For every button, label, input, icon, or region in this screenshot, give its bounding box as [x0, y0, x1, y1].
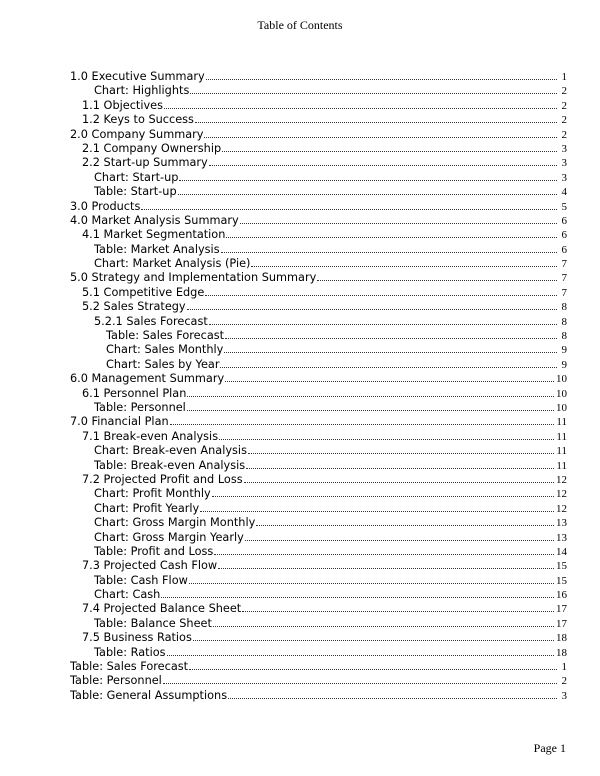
toc-entry[interactable] [70, 243, 567, 257]
dot-leader [179, 171, 557, 181]
toc-entry[interactable] [70, 602, 567, 616]
dot-leader [214, 545, 554, 555]
toc-entry-label: 7.4 Projected Balance Sheet [82, 602, 242, 616]
toc-entry-label: 1.0 Executive Summary [70, 70, 205, 83]
toc-entry-page: 18 [556, 632, 567, 645]
toc-entry-page: 12 [556, 473, 567, 486]
toc-entry[interactable] [70, 559, 567, 573]
toc-entry[interactable] [70, 171, 567, 185]
toc-entry-page: 16 [556, 589, 567, 602]
dot-leader [226, 228, 557, 238]
toc-entry-label: 5.2 Sales Strategy [82, 300, 186, 314]
toc-entry-label: 6.1 Personnel Plan [82, 386, 187, 400]
toc-entry[interactable] [70, 660, 567, 674]
dot-leader [212, 487, 554, 497]
dot-leader [244, 473, 554, 483]
toc-entry-label: Table: Start-up [94, 185, 177, 199]
toc-entry-page: 10 [556, 373, 567, 386]
toc-entry-label: Chart: Break-even Analysis [94, 444, 247, 458]
toc-entry-page: 14 [556, 545, 567, 558]
toc-entry[interactable] [70, 516, 567, 530]
toc-entry[interactable] [70, 631, 567, 645]
toc-entry-page: 2 [561, 85, 567, 98]
toc-entry-page: 9 [561, 358, 567, 371]
toc-entry-label: Chart: Profit Monthly [94, 487, 211, 501]
toc-entry-page: 15 [556, 574, 567, 587]
dot-leader [189, 660, 557, 670]
toc-entry-label: 2.2 Start-up Summary [82, 156, 208, 170]
toc-entry-page: 4 [561, 186, 567, 199]
dot-leader [193, 631, 554, 641]
toc-entry-page: 7 [561, 286, 567, 299]
dot-leader [190, 84, 557, 94]
dot-leader [219, 430, 554, 440]
toc-entry[interactable] [70, 502, 567, 516]
toc-entry-label: Table: Sales Forecast [70, 660, 189, 674]
dot-leader [213, 617, 554, 627]
dot-leader [141, 200, 557, 210]
toc-entry-label: 2.1 Company Ownership [82, 141, 222, 155]
dot-leader [225, 372, 554, 382]
dot-leader [187, 401, 554, 411]
toc-entry-page: 1 [561, 71, 567, 83]
dot-leader [206, 70, 557, 80]
toc-entry[interactable] [70, 358, 567, 372]
dot-leader [205, 286, 557, 296]
toc-entry-page: 2 [561, 114, 567, 127]
toc-entry[interactable] [70, 300, 567, 314]
toc-entry[interactable] [70, 99, 567, 113]
toc-entry-page: 3 [561, 142, 567, 155]
toc-entry[interactable] [70, 459, 567, 473]
toc-entry[interactable] [70, 70, 567, 84]
toc-entry-label: 5.1 Competitive Edge [82, 285, 205, 299]
toc-entry[interactable] [70, 444, 567, 458]
toc-entry-label: 7.3 Projected Cash Flow [82, 559, 218, 573]
toc-entry-page: 13 [556, 531, 567, 544]
toc-entry-page: 9 [561, 344, 567, 357]
toc-entry-label: Table: Market Analysis [94, 242, 220, 256]
toc-entry-label: Chart: Profit Yearly [94, 501, 200, 515]
toc-entry-label: 7.2 Projected Profit and Loss [82, 472, 243, 486]
dot-leader [222, 142, 557, 152]
dot-leader [204, 128, 557, 138]
toc-entry-label: Chart: Highlights [94, 84, 190, 98]
page-title: Table of Contents [257, 18, 343, 32]
toc-entry-page: 3 [561, 171, 567, 184]
toc-entry-page: 17 [556, 617, 567, 630]
toc-entry-page: 3 [561, 157, 567, 170]
toc-entry-label: Chart: Sales Monthly [106, 343, 224, 357]
toc-entry-label: Table: Profit and Loss [94, 544, 214, 558]
toc-entry[interactable] [70, 372, 567, 386]
toc-entry-label: Chart: Market Analysis (Pie) [94, 257, 251, 271]
dot-leader [224, 343, 557, 353]
toc-entry-page: 1 [561, 661, 567, 674]
toc-entry[interactable] [70, 113, 567, 127]
dot-leader [187, 300, 557, 310]
toc-entry[interactable] [70, 646, 567, 660]
toc-entry[interactable] [70, 200, 567, 214]
dot-leader [178, 185, 557, 195]
toc-entry[interactable] [70, 214, 567, 228]
toc-entry-page: 15 [556, 560, 567, 573]
toc-entry[interactable] [70, 473, 567, 487]
table-of-contents [70, 70, 567, 703]
dot-leader [228, 689, 557, 699]
toc-entry[interactable] [70, 156, 567, 170]
dot-leader [167, 646, 555, 656]
toc-entry-page: 8 [561, 315, 567, 328]
toc-entry-page: 6 [561, 243, 567, 256]
toc-entry-page: 7 [561, 272, 567, 285]
toc-entry-label: Chart: Cash [94, 588, 161, 602]
toc-entry-label: Table: General Assumptions [70, 688, 228, 702]
dot-leader [240, 214, 557, 224]
toc-entry-label: Table: Personnel [70, 674, 162, 688]
toc-entry[interactable] [70, 617, 567, 631]
toc-entry-label: 7.0 Financial Plan [70, 415, 169, 429]
toc-entry-page: 8 [561, 330, 567, 343]
toc-entry-page: 11 [556, 416, 567, 429]
dot-leader [218, 559, 554, 569]
toc-entry-label: 4.1 Market Segmentation [82, 228, 226, 242]
toc-entry-page: 11 [556, 459, 567, 472]
toc-entry[interactable] [70, 315, 567, 329]
dot-leader [170, 415, 555, 425]
toc-entry-page: 12 [556, 502, 567, 515]
toc-entry[interactable] [70, 228, 567, 242]
dot-leader [209, 156, 557, 166]
dot-leader [164, 99, 557, 109]
toc-entry-label: Table: Balance Sheet [94, 616, 212, 630]
toc-entry[interactable] [70, 142, 567, 156]
toc-entry-page: 6 [561, 214, 567, 227]
toc-entry[interactable] [70, 401, 567, 415]
toc-entry-label: Table: Cash Flow [94, 573, 188, 587]
page-number-footer: Page 1 [533, 741, 566, 755]
toc-entry[interactable] [70, 329, 567, 343]
dot-leader [225, 329, 557, 339]
toc-entry-page: 10 [556, 387, 567, 400]
toc-entry-label: Table: Break-even Analysis [94, 458, 246, 472]
toc-entry-page: 8 [561, 301, 567, 314]
dot-leader [195, 113, 557, 123]
toc-entry-page: 13 [556, 517, 567, 530]
toc-entry-page: 18 [556, 646, 567, 659]
dot-leader [248, 444, 554, 454]
dot-leader [200, 502, 554, 512]
dot-leader [220, 358, 557, 368]
toc-entry-label: 1.1 Objectives [82, 98, 164, 112]
dot-leader [187, 387, 554, 397]
toc-entry[interactable] [70, 574, 567, 588]
dot-leader [246, 459, 554, 469]
toc-entry-label: 4.0 Market Analysis Summary [70, 213, 239, 227]
toc-entry[interactable] [70, 531, 567, 545]
dot-leader [317, 271, 557, 281]
toc-entry-page: 2 [561, 99, 567, 112]
toc-entry-label: Table: Sales Forecast [106, 329, 225, 343]
toc-entry-page: 7 [561, 258, 567, 271]
toc-entry[interactable] [70, 487, 567, 501]
toc-entry[interactable] [70, 286, 567, 300]
dot-leader [209, 315, 557, 325]
dot-leader [221, 243, 557, 253]
toc-entry-label: 1.2 Keys to Success [82, 113, 194, 127]
toc-entry-page: 2 [561, 675, 567, 688]
toc-entry-label: 5.0 Strategy and Implementation Summary [70, 271, 317, 285]
toc-entry-label: Chart: Gross Margin Yearly [94, 530, 244, 544]
toc-entry-page: 11 [556, 445, 567, 458]
toc-entry-label: Chart: Sales by Year [106, 357, 220, 371]
toc-entry[interactable] [70, 689, 567, 703]
dot-leader [163, 674, 557, 684]
toc-entry[interactable] [70, 128, 567, 142]
toc-entry-page: 17 [556, 603, 567, 616]
toc-entry-page: 10 [556, 401, 567, 414]
toc-entry[interactable] [70, 271, 567, 285]
toc-entry[interactable] [70, 84, 567, 98]
toc-entry[interactable] [70, 588, 567, 602]
toc-entry-page: 12 [556, 488, 567, 501]
toc-entry[interactable] [70, 674, 567, 688]
toc-entry[interactable] [70, 257, 567, 271]
toc-entry[interactable] [70, 387, 567, 401]
toc-entry-label: Table: Personnel [94, 400, 186, 414]
toc-entry-label: 5.2.1 Sales Forecast [94, 314, 208, 328]
dot-leader [161, 588, 554, 598]
toc-entry-label: Chart: Start-up [94, 170, 179, 184]
toc-entry[interactable] [70, 185, 567, 199]
toc-entry-page: 2 [561, 128, 567, 141]
toc-entry-page: 6 [561, 229, 567, 242]
toc-entry-label: 7.5 Business Ratios [82, 631, 192, 645]
toc-entry[interactable] [70, 415, 567, 429]
toc-entry-label: Table: Ratios [94, 645, 166, 659]
dot-leader [251, 257, 557, 267]
toc-entry-label: 2.0 Company Summary [70, 127, 204, 141]
toc-entry-label: 6.0 Management Summary [70, 372, 225, 386]
toc-entry-page: 5 [561, 200, 567, 213]
toc-entry-label: 7.1 Break-even Analysis [82, 429, 219, 443]
toc-entry-label: Chart: Gross Margin Monthly [94, 516, 256, 530]
dot-leader [245, 531, 554, 541]
dot-leader [189, 574, 554, 584]
toc-entry[interactable] [70, 545, 567, 559]
toc-entry-page: 3 [561, 689, 567, 702]
dot-leader [256, 516, 554, 526]
toc-entry-page: 11 [556, 430, 567, 443]
toc-entry[interactable] [70, 343, 567, 357]
toc-entry[interactable] [70, 430, 567, 444]
dot-leader [242, 602, 554, 612]
toc-entry-label: 3.0 Products [70, 199, 141, 213]
